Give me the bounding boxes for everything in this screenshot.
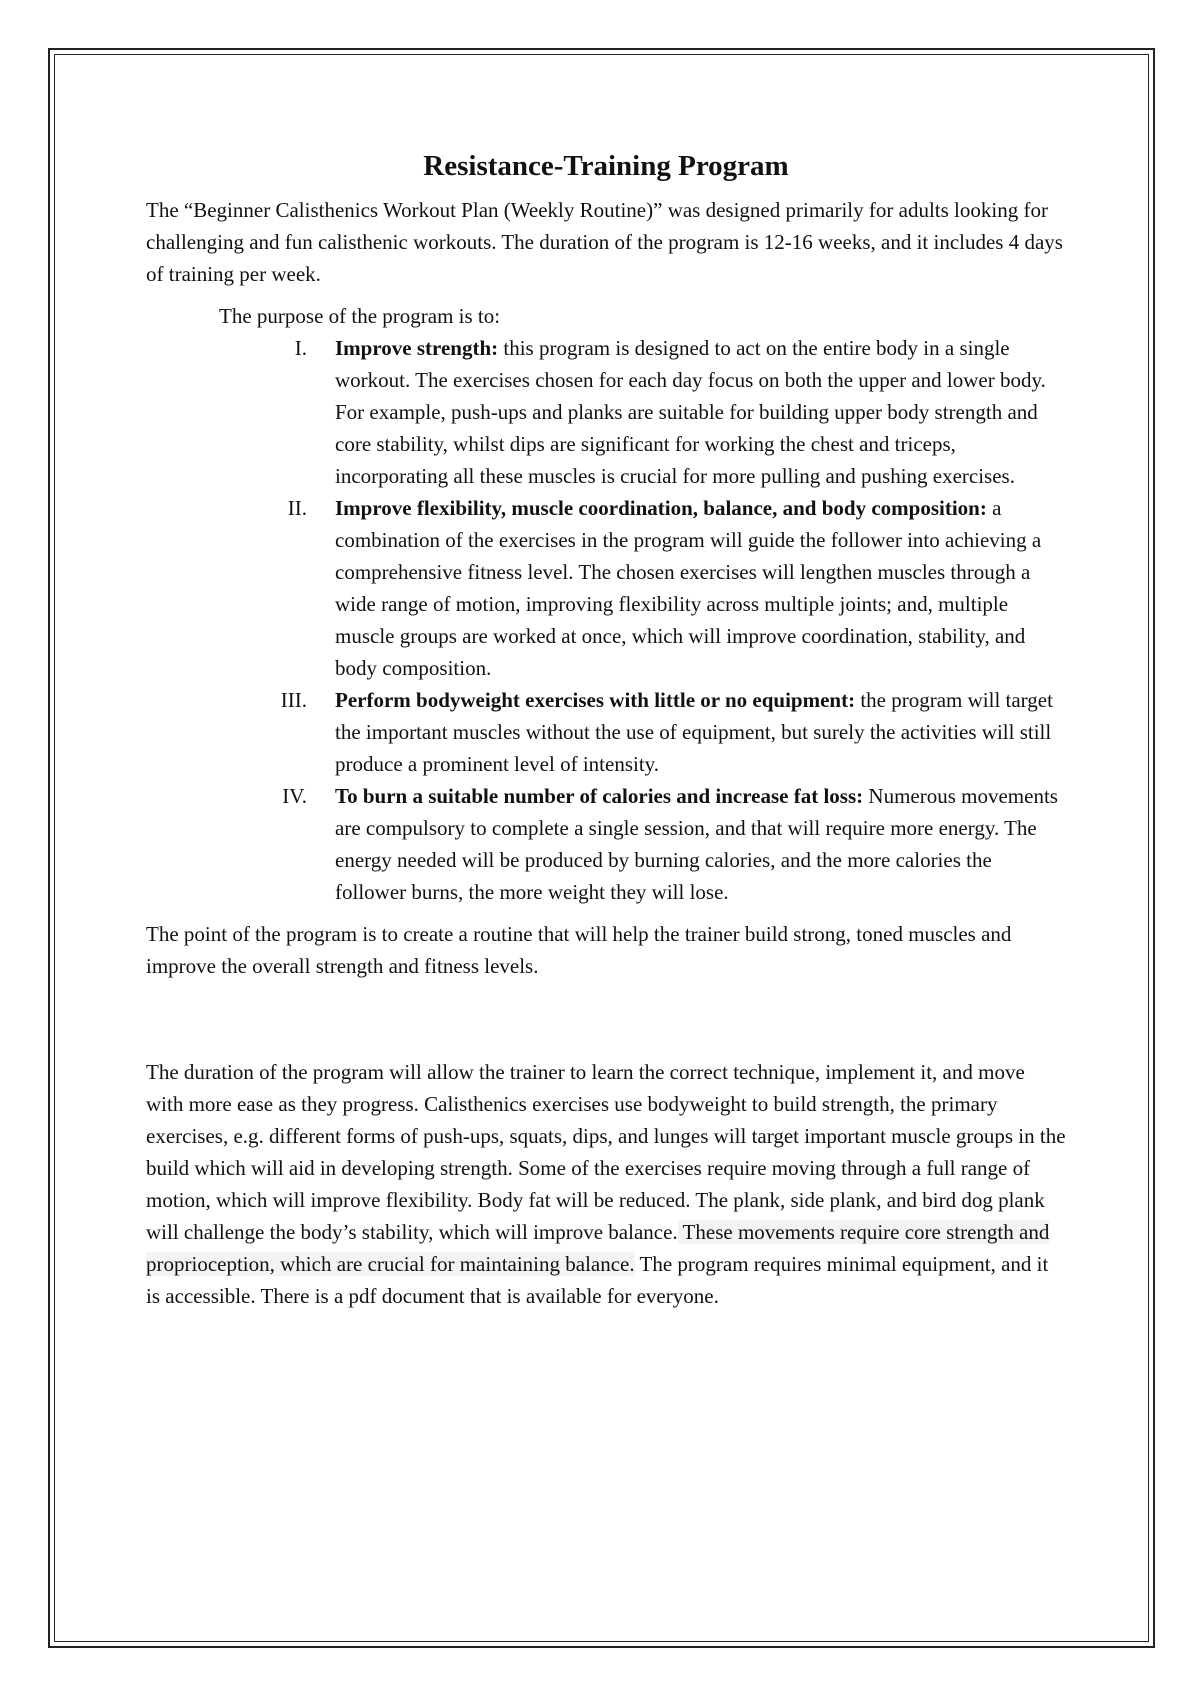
purpose-lead: The purpose of the program is to: — [219, 304, 501, 328]
goal-numeral: IV. — [282, 784, 307, 808]
goal-text: Numerous movements are compulsory to complete a single session, and that will require more energy. The energy needed will be produced by burning calories, and the more calories the follower burns, the more weight they will lose. — [335, 784, 1058, 904]
goal-heading: Improve flexibility, muscle coordination, balance, and body composition: — [335, 496, 987, 520]
goal-numeral: II. — [287, 496, 307, 520]
duration-text-part2: The program requires minimal equipment, and it is accessible. There is a pdf document that is available for everyone. — [146, 1252, 1049, 1308]
duration-text-part1: The duration of the program will allow the trainer to learn the correct technique, implement it, and move with more ease as they progress. Calisthenics exercises use bodyweight to build strength, the primary exercises, e.g. different forms of push-ups, squats, dips, and lunges will target important muscle groups in the build which will aid in developing strength. Some of the exercises require moving through a full range of motion, which will improve flexibility. Body fat will be reduced. The plank, side plank, and bird dog plank will challenge the body’s stability, which will improve balance. — [146, 1060, 1066, 1244]
document-title: Resistance-Training Program — [423, 150, 789, 182]
goal-heading: Improve strength: — [335, 336, 499, 360]
goal-text: this program is designed to act on the entire body in a single workout. The exercises chosen for each day focus on both the upper and lower body. For example, push-ups and planks are suitable for building upper body strength and core stability, whilst dips are significant for working the chest and triceps, incorporating all these muscles is crucial for more pulling and pushing exercises. — [335, 336, 1046, 488]
goal-numeral: III. — [280, 688, 307, 712]
goal-heading: Perform bodyweight exercises with little or no equipment: — [335, 688, 856, 712]
goal-heading: To burn a suitable number of calories and increase fat loss: — [335, 784, 864, 808]
goal-item — [282, 780, 1066, 908]
goal-item — [280, 684, 1066, 780]
intro-paragraph: The “Beginner Calisthenics Workout Plan (Weekly Routine)” was designed primarily for adults looking for challenging and fun calisthenic workouts. The duration of the program is 12-16 weeks, and it includes 4 days of training per week. — [146, 198, 1063, 286]
document-body — [146, 146, 1066, 1312]
point-paragraph: The point of the program is to create a routine that will help the trainer build strong, toned muscles and improve the overall strength and fitness levels. — [146, 922, 1012, 978]
goal-item — [287, 492, 1066, 684]
goal-text: a combination of the exercises in the program will guide the follower into achieving a comprehensive fitness level. The chosen exercises will lengthen muscles through a wide range of motion, improving flexibility across multiple joints; and, multiple muscle groups are worked at once, which will improve coordination, stability, and body composition. — [335, 496, 1042, 680]
duration-highlighted-text: These movements require core strength and proprioception, which are crucial for maintaining balance. — [146, 1220, 1050, 1276]
duration-paragraph — [146, 1056, 1066, 1312]
goal-numeral: I. — [294, 336, 307, 360]
goal-text: the program will target the important muscles without the use of equipment, but surely the activities will still produce a prominent level of intensity. — [335, 688, 1053, 776]
goal-item — [294, 332, 1066, 492]
goals-list — [146, 332, 1066, 908]
